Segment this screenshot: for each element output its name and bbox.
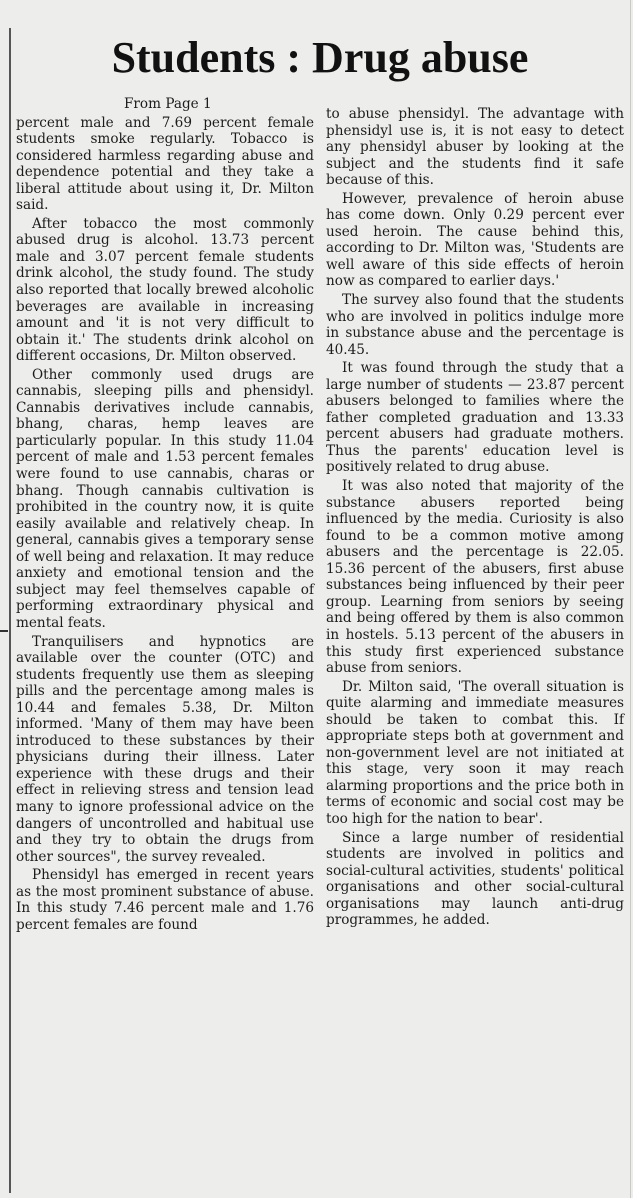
- paragraph: It was found through the study that a large number of students — 23.87 percent abusers belonged to families where the father completed graduation and 13.33 percent abusers had graduate mothers. Thus the parents' education level is positively related to drug abuse.: [326, 360, 624, 476]
- paragraph: After tobacco the most commonly abused drug is alcohol. 13.73 percent male and 3.07 percent female students drink alcohol, the study found. The study also reported that locally brewed alcoholic beverages are available in increasing amount and 'it is not very difficult to obtain it.' The students drink alcohol on different occasions, Dr. Milton observed.: [16, 215, 314, 365]
- headline: Students : Drug abuse: [111, 33, 529, 82]
- paragraph: Dr. Milton said, 'The overall situation is quite alarming and immediate measures should be taken to combat this. If appropriate steps both at government and non-government level are not initiated at this stage, very soon it may reach alarming proportions and the price both in terms of economic and social cost may be too high for the nation to bear'.: [326, 678, 624, 827]
- right-column: [326, 106, 624, 931]
- margin-tick: [0, 630, 8, 632]
- paragraph: Phensidyl has emerged in recent years as the most prominent substance of abuse. In this study 7.46 percent male and 1.76 percent females are found: [16, 867, 314, 933]
- paragraph: to abuse phensidyl. The advantage with phensidyl use is, it is not easy to detect any phensidyl abuser by looking at the subject and the students find it safe because of this.: [326, 106, 624, 189]
- paragraph: Tranquilisers and hypnotics are available over the counter (OTC) and students frequently use them as sleeping pills and the percentage among males is 10.44 and females 5.38, Dr. Milton informed. 'Many of them may have been introduced to these substances by their physicians during their illness. Later experience with these drugs and their effect in relieving stress and tension lead many to ignore professional advice on the dangers of uncontrolled and habitual use and they try to obtain the drugs from other sources", the survey revealed.: [16, 633, 314, 865]
- paragraph: Since a large number of residential students are involved in politics and social-cultural activities, students' political organisations and other social-cultural organisations may launch anti-drug programmes, he added.: [326, 829, 624, 929]
- left-column-rule: [9, 28, 11, 1193]
- paragraph: However, prevalence of heroin abuse has come down. Only 0.29 percent ever used heroin. The cause behind this, according to Dr. Milton was, 'Students are well aware of this side effects of heroin now as compared to earlier days.': [326, 190, 624, 290]
- paragraph: The survey also found that the students who are involved in politics indulge more in substance abuse and the percentage is 40.45.: [326, 292, 624, 358]
- left-column: [16, 96, 314, 935]
- paragraph: percent male and 7.69 percent female students smoke regularly. Tobacco is considered harmless regarding abuse and dependence potential and they take a liberal attitude about using it, Dr. Milton said.: [16, 114, 314, 214]
- continued-from: From Page 1: [124, 96, 212, 112]
- right-edge-rule: [630, 0, 631, 1198]
- paragraph: Other commonly used drugs are cannabis, sleeping pills and phensidyl. Cannabis derivatives include cannabis, bhang, charas, hemp leaves are particularly popular. In this study 11.04 percent of male and 1.53 percent females were found to use cannabis, charas or bhang. Though cannabis cultivation is prohibited in the country now, it is quite easily available and relatively cheap. In general, cannabis gives a temporary sense of well being and relaxation. It may reduce anxiety and emotional tension and the subject may feel themselves capable of performing extraordinary physical and mental feats.: [16, 366, 314, 631]
- paragraph: It was also noted that majority of the substance abusers reported being influenced by the media. Curiosity is also found to be a common motive among abusers and the percentage is 22.05. 15.36 percent of the abusers, first abuse substances being influenced by their peer group. Learning from seniors by seeing and being offered by them is also common in hostels. 5.13 percent of the abusers in this study first experienced substance abuse from seniors.: [326, 478, 624, 677]
